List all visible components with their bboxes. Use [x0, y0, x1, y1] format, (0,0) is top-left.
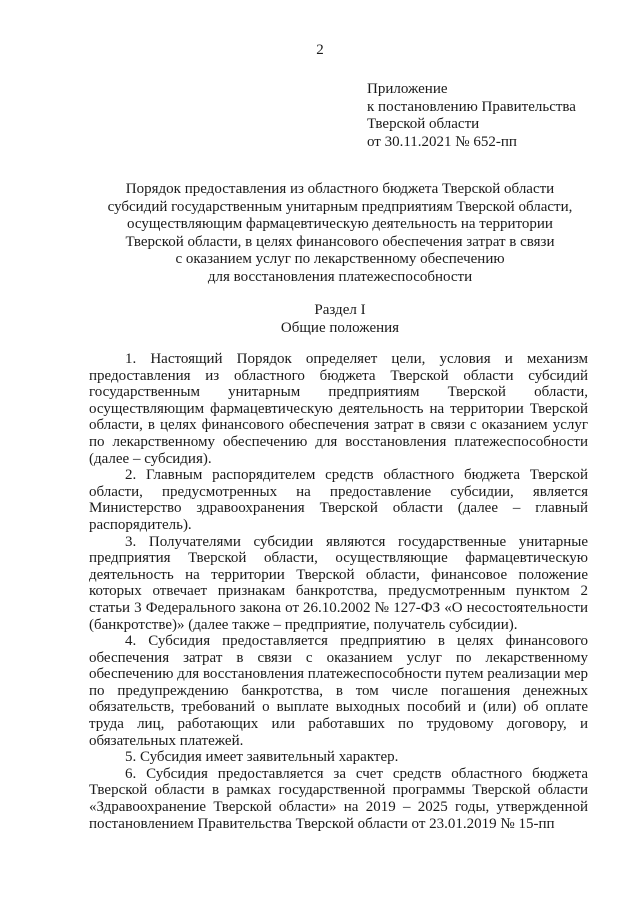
title-line: Порядок предоставления из областного бюджета Тверской области	[125, 181, 555, 197]
page-number: 2	[316, 42, 324, 58]
document-title	[80, 181, 600, 286]
section-number: Раздел I	[314, 302, 366, 318]
appendix-line: Тверской области	[367, 116, 480, 132]
appendix-block	[367, 81, 576, 151]
appendix-line: от 30.11.2021 № 652-пп	[367, 133, 517, 150]
paragraph: 1. Настоящий Порядок определяет цели, условия и механизм предоставления из областного бюджета Тверской области субсидий государственным унитарным предприятиям Тверской области, осуществляющим фармацевтическую деятельность на территории Тверской области, в целях финансового обеспечения затрат в связи с оказанием услуг по лекарственному обеспечению для восстановления платежеспособности (далее – субсидия).	[89, 351, 588, 467]
paragraph: 6. Субсидия предоставляется за счет средств областного бюджета Тверской области в рамках государственной программы Тверской области «Здравоохранение Тверской области» на 2019 – 2025 годы, утвержденной постановлением Правительства Тверской области от 23.01.2019 № 15-пп	[89, 765, 588, 832]
title-line: осуществляющим фармацевтическую деятельность на территории	[127, 216, 553, 232]
title-line: субсидий государственным унитарным предприятиям Тверской области,	[107, 198, 573, 215]
title-line: Тверской области, в целях финансового обеспечения затрат в связи	[125, 233, 555, 250]
title-line: с оказанием услуг по лекарственному обеспечению	[175, 251, 505, 267]
paragraph: 3. Получателями субсидии являются государственные унитарные предприятия Тверской области, осуществляющие фармацевтическую деятельность на территории Тверской области, финансовое положение которых отвечает признакам банкротства, предусмотренным пунктом 2 статьи 3 Федерального закона от 26.10.2002 № 127-ФЗ «О несостоятельности (банкротстве)» (далее также – предприятие, получатель субсидии).	[89, 533, 588, 633]
appendix-line: Приложение	[367, 81, 448, 97]
document-body	[89, 351, 588, 832]
paragraph: 4. Субсидия предоставляется предприятию в целях финансового обеспечения затрат в связи с оказанием услуг по лекарственному обеспечению для восстановления платежеспособности путем реализации мер по предупреждению банкротства, в том числе погашения денежных обязательств, требований о выплате выходных пособий и (или) об оплате труда лиц, работающих или работавших по трудовому договору, и обязательных платежей.	[89, 633, 588, 749]
paragraph: 5. Субсидия имеет заявительный характер.	[125, 749, 399, 766]
paragraph: 2. Главным распорядителем средств областного бюджета Тверской области, предусмотренных на предоставление субсидии, является Министерство здравоохранения Тверской области (далее – главный распорядитель).	[89, 467, 588, 533]
section-heading	[80, 302, 600, 337]
section-name: Общие положения	[280, 319, 400, 336]
title-line: для восстановления платежеспособности	[207, 268, 473, 285]
appendix-line: к постановлению Правительства	[367, 98, 576, 115]
